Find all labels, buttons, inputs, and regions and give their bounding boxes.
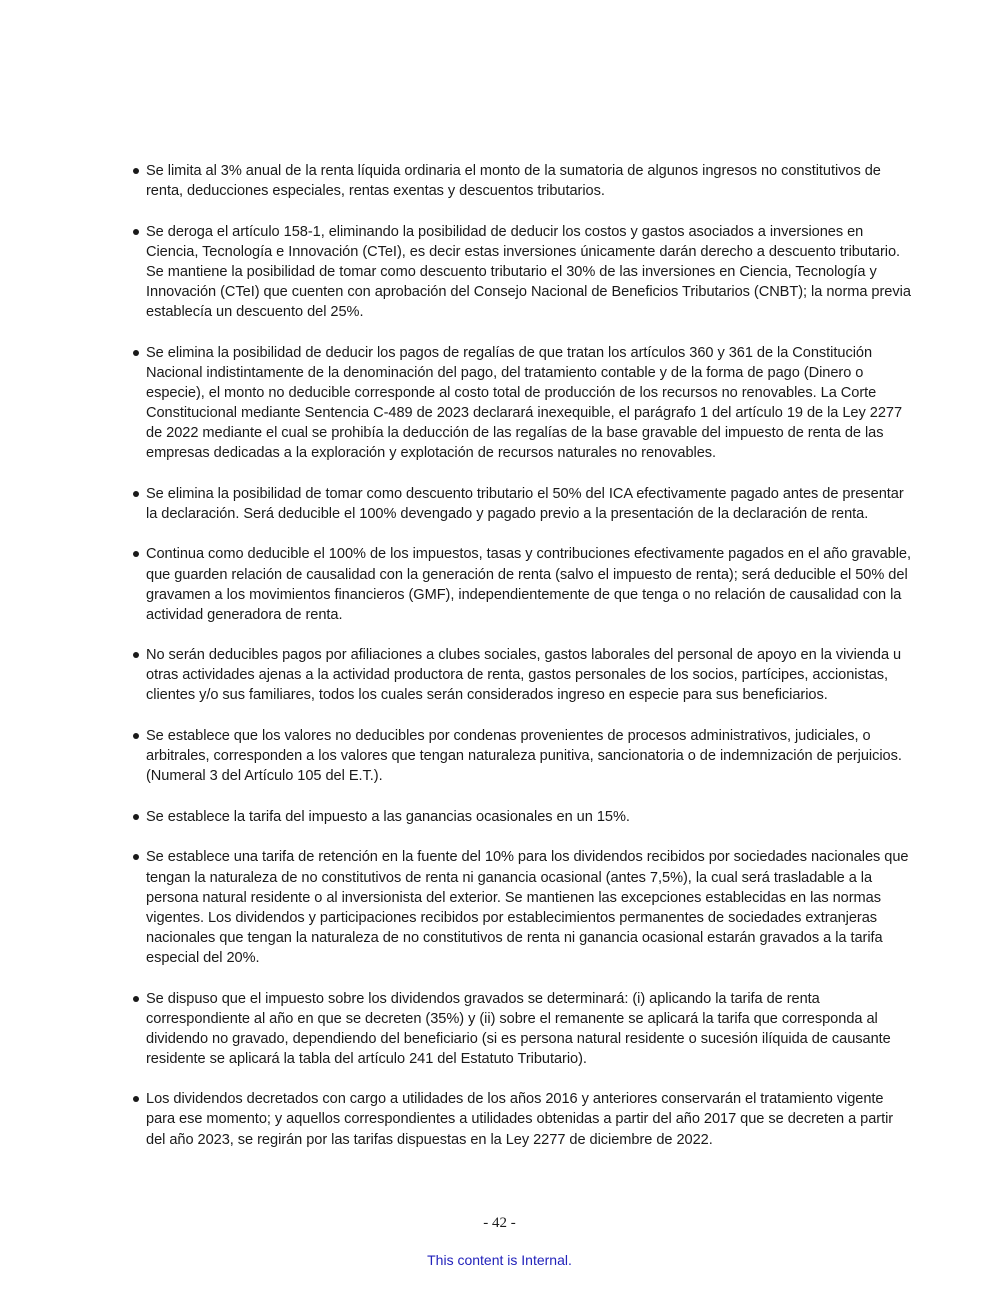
bullet-item xyxy=(131,807,916,827)
bullet-icon xyxy=(133,1096,139,1102)
classification-label: This content is Internal. xyxy=(427,1252,572,1268)
bullet-icon xyxy=(133,229,139,235)
bullet-text: Se establece la tarifa del impuesto a las ganancias ocasionales en un 15%. xyxy=(146,808,630,825)
bullet-text: No serán deducibles pagos por afiliaciones a clubes sociales, gastos laborales del personal de apoyo en la vivienda u otras actividades ajenas a la actividad productora de renta, gastos personales de los socios, partícipes, accionistas, clientes y/o sus familiares, todos los cuales serán considerados ingreso en especie para sus beneficiarios. xyxy=(146,647,902,704)
bullet-icon xyxy=(133,996,139,1002)
bullet-text: Se elimina la posibilidad de deducir los pagos de regalías de que tratan los artículos 360 y 361 de la Constitución Nacional indistintamente de la denominación del pago, del tratamiento contable y de la forma de pago (Dinero o especie), el monto no deducible corresponde al costo total de producción de los recursos no renovables. La Corte Constitucional mediante Sentencia C-489 de 2023 declarará inexequible, el parágrafo 1 del artículo 19 de la Ley 2277 de 2022 mediante el cual se prohibía la deducción de las regalías de la base gravable del impuesto de renta de las empresas dedicadas a la exploración y explotación de recursos naturales no renovables. xyxy=(146,344,903,462)
bullet-item xyxy=(131,544,916,624)
bullet-item xyxy=(131,989,916,1069)
bullet-item xyxy=(131,847,916,968)
page-number: - 42 - xyxy=(483,1215,516,1231)
bullet-text: Se dispuso que el impuesto sobre los dividendos gravados se determinará: (i) aplicando la tarifa de renta correspondiente al año en que se decreten (35%) y (ii) sobre el remanente se aplicará la tarifa que corresponda al dividendo no gravado, dependiendo del beneficiario (si es persona natural residente o sucesión ilíquida de causante residente se aplicará la tabla del artículo 241 del Estatuto Tributario). xyxy=(146,990,891,1067)
bullet-icon xyxy=(133,733,139,739)
bullet-icon xyxy=(133,652,139,658)
bullet-icon xyxy=(133,854,139,860)
bullet-icon xyxy=(133,168,139,174)
bullet-item xyxy=(131,1089,916,1149)
bullet-text: Se elimina la posibilidad de tomar como descuento tributario el 50% del ICA efectivamente pagado antes de presentar la declaración. Será deducible el 100% devengado y pagado previo a la presentación de la declaración de renta. xyxy=(146,485,904,522)
bullet-item xyxy=(131,645,916,705)
bullet-item xyxy=(131,343,916,464)
bullet-item xyxy=(131,161,916,201)
bullet-item xyxy=(131,484,916,524)
bullet-item xyxy=(131,726,916,786)
bullet-text: Se establece una tarifa de retención en la fuente del 10% para los dividendos recibidos por sociedades nacionales que tengan la naturaleza de no constitutivos de renta ni ganancia ocasional (antes 7,5%), la cual será trasladable a la persona natural residente o al inversionista del exterior. Se mantienen las excepciones establecidas en las normas vigentes. Los dividendos y participaciones recibidos por establecimientos permanentes de sociedades extranjeras nacionales que tengan la naturaleza de no constitutivos de renta ni ganancia ocasional estarán gravados a la tarifa especial del 20%. xyxy=(146,849,909,966)
bullet-text: Los dividendos decretados con cargo a utilidades de los años 2016 y anteriores conservarán el tratamiento vigente para ese momento; y aquellos correspondientes a utilidades obtenidas a partir del año 2017 que se decreten a partir del año 2023, se regirán por las tarifas dispuestas en la Ley 2277 de diciembre de 2022. xyxy=(146,1091,894,1148)
bullet-icon xyxy=(133,350,139,356)
bullet-item xyxy=(131,222,916,322)
bullet-icon xyxy=(133,814,139,820)
bullet-text: Se establece que los valores no deducibles por condenas provenientes de procesos administrativos, judiciales, o arbitrales, corresponden a los valores que tengan naturaleza punitiva, sancionatoria o de indemnización de perjuicios. (Numeral 3 del Artículo 105 del E.T.). xyxy=(146,728,902,785)
bullet-icon xyxy=(133,491,139,497)
bullet-icon xyxy=(133,551,139,557)
bullet-list xyxy=(131,161,916,1170)
bullet-text: Se deroga el artículo 158-1, eliminando la posibilidad de deducir los costos y gastos asociados a inversiones en Ciencia, Tecnología e Innovación (CTeI), es decir estas inversiones únicamente darán derecho a descuento tributario. Se mantiene la posibilidad de tomar como descuento tributario el 30% de las inversiones en Ciencia, Tecnología y Innovación (CTeI) que cuenten con aprobación del Consejo Nacional de Beneficios Tributarios (CNBT); la norma previa establecía un descuento del 25%. xyxy=(146,223,911,321)
bullet-text: Continua como deducible el 100% de los impuestos, tasas y contribuciones efectivamente pagados en el año gravable, que guarden relación de causalidad con la generación de renta (salvo el impuesto de renta); será deducible el 50% del gravamen a los movimientos financieros (GMF), independientemente de que tenga o no relación de causalidad con la actividad generadora de renta. xyxy=(146,546,912,623)
bullet-text: Se limita al 3% anual de la renta líquida ordinaria el monto de la sumatoria de algunos ingresos no constitutivos de renta, deducciones especiales, rentas exentas y descuentos tributarios. xyxy=(146,163,881,200)
